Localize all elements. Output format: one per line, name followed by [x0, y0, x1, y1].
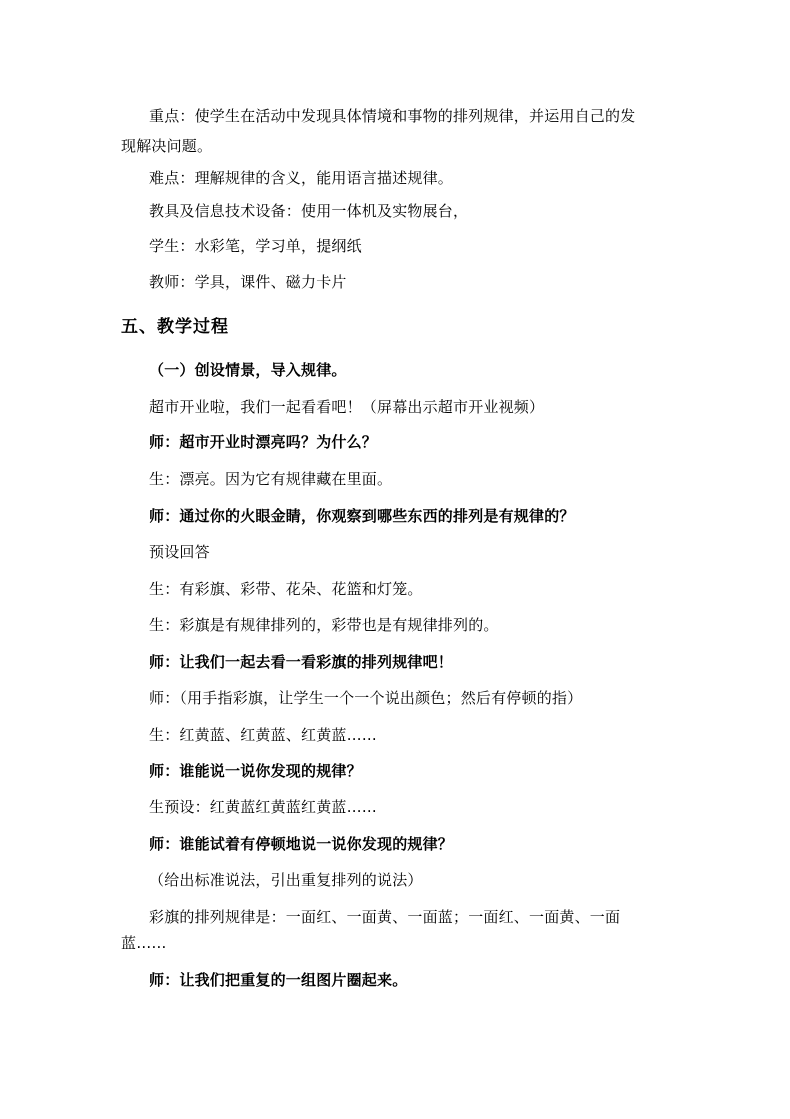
student-items-line: 学生：水彩笔，学习单，提纲纸: [149, 237, 362, 255]
key-point-line-1: 重点：使学生在活动中发现具体情境和事物的排列规律，并运用自己的发: [149, 107, 636, 125]
body-line: 蓝……: [121, 934, 167, 952]
body-line: 生：有彩旗、彩带、花朵、花篮和灯笼。: [149, 580, 423, 598]
body-line: 师：让我们一起去看一看彩旗的排列规律吧！: [149, 653, 454, 671]
body-line: （给出标准说法，引出重复排列的说法）: [149, 871, 423, 889]
key-point-line-2: 现解决问题。: [121, 137, 213, 155]
subsection-title: （一）创设情景，导入规律。: [149, 361, 347, 379]
body-line: 师：（用手指彩旗，让学生一个一个说出颜色；然后有停顿的指）: [149, 689, 583, 707]
body-line: 预设回答: [149, 543, 210, 561]
equipment-line: 教具及信息技术设备：使用一体机及实物展台，: [149, 202, 469, 220]
body-line: 生预设：红黄蓝红黄蓝红黄蓝……: [149, 798, 378, 816]
body-line: 师：超市开业时漂亮吗？为什么？: [149, 433, 378, 451]
body-line: 超市开业啦，我们一起看看吧！（屏幕出示超市开业视频）: [149, 398, 545, 416]
body-line: 师：通过你的火眼金睛，你观察到哪些东西的排列是有规律的？: [149, 507, 575, 525]
body-line: 生：彩旗是有规律排列的，彩带也是有规律排列的。: [149, 616, 499, 634]
body-line: 师：谁能试着有停顿地说一说你发现的规律？: [149, 835, 454, 853]
section-title: 五、教学过程: [121, 317, 229, 337]
difficulty-line: 难点：理解规律的含义，能用语言描述规律。: [149, 169, 454, 187]
body-line: 生：红黄蓝、红黄蓝、红黄蓝……: [149, 726, 378, 744]
body-line: 生：漂亮。因为它有规律藏在里面。: [149, 470, 393, 488]
body-line: 师：谁能说一说你发现的规律？: [149, 762, 362, 780]
body-line: 师：让我们把重复的一组图片圈起来。: [149, 971, 408, 989]
body-line: 彩旗的排列规律是：一面红、一面黄、一面蓝；一面红、一面黄、一面: [149, 908, 621, 926]
teacher-items-line: 教师：学具，课件、磁力卡片: [149, 273, 347, 291]
